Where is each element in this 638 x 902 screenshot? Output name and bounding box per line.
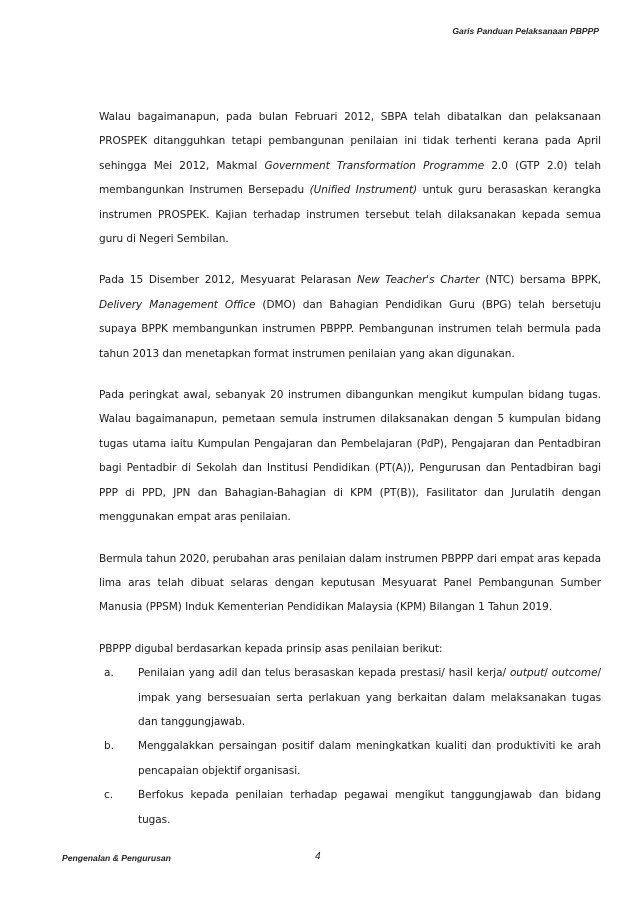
footer-section-title: Pengenalan & Pengurusan xyxy=(62,853,171,863)
list-marker: a. xyxy=(104,667,114,680)
running-header: Garis Panduan Pelaksanaan PBPPP xyxy=(452,26,599,36)
principles-list xyxy=(99,661,601,832)
page-number: 4 xyxy=(315,851,321,862)
paragraph-rating-levels: Bermula tahun 2020, perubahan aras penilaian dalam instrumen PBPPP dari empat aras kepada lima aras telah dibuat selaras dengan keputusan Mesyuarat Panel Pembangunan Sumber Manusia (PPSM) Induk Kementerian Pendidikan Malaysia (KPM) Bilangan 1 Tahun 2019. xyxy=(99,552,601,614)
list-item: a. Penilaian yang adil dan telus berasaskan kepada prestasi/ hasil kerja/ output/ outcome/ impak yang bersesuaian serta perlakuan yang berkaitan dalam melaksanakan tugas dan tanggungjawab. xyxy=(99,661,601,734)
paragraph-gtp: Walau bagaimanapun, pada bulan Februari 2012, SBPA telah dibatalkan dan pelaksanaan PROSPEK ditangguhkan tetapi pembangunan penilaian ini tidak terhenti kerana pada April sehingga Mei 2012, Makmal Government Transformation Programme 2.0 (GTP 2.0) telah membangunkan Instrumen Bersepadu (Unified Instrument) untuk guru berasaskan kerangka instrumen PROSPEK. Kajian terhadap instrumen tersebut telah dilaksanakan kepada semua guru di Negeri Sembilan. xyxy=(99,111,601,246)
list-marker: c. xyxy=(104,789,114,802)
paragraph-instruments: Pada peringkat awal, sebanyak 20 instrumen dibangunkan mengikut kumpulan bidang tugas. Walau bagaimanapun, pemetaan semula instrumen dilaksanakan dengan 5 kumpulan bidang tugas utama iaitu Kumpulan Pengajaran dan Pembelajaran (PdP), Pengajaran dan Pentadbiran bagi Pentadbir di Sekolah dan Institusi Pendidikan (PT(A)), Pengurusan dan Pentadbiran bagi PPP di PPD, JPN dan Bahagian-Bahagian di KPM (PT(B)), Fasilitator dan Jurulatih dengan menggunakan empat aras penilaian. xyxy=(99,389,601,524)
list-item: c. Berfokus kepada penilaian terhadap pegawai mengikut tanggungjawab dan bidang tugas. xyxy=(99,783,601,832)
paragraph-ntc: Pada 15 Disember 2012, Mesyuarat Pelarasan New Teacher's Charter (NTC) bersama BPPK, Delivery Management Office (DMO) dan Bahagian Pendidikan Guru (BPG) telah bersetuju supaya BPPK membangunkan instrumen PBPPP. Pembangunan instrumen telah bermula pada tahun 2013 dan menetapkan format instrumen penilaian yang akan digunakan. xyxy=(99,274,601,360)
list-item: b. Menggalakkan persaingan positif dalam meningkatkan kualiti dan produktiviti ke arah pencapaian objektif organisasi. xyxy=(99,734,601,783)
document-body xyxy=(99,105,601,832)
paragraph-principles-intro: PBPPP digubal berdasarkan kepada prinsip asas penilaian berikut: xyxy=(99,642,443,655)
list-marker: b. xyxy=(104,740,114,753)
